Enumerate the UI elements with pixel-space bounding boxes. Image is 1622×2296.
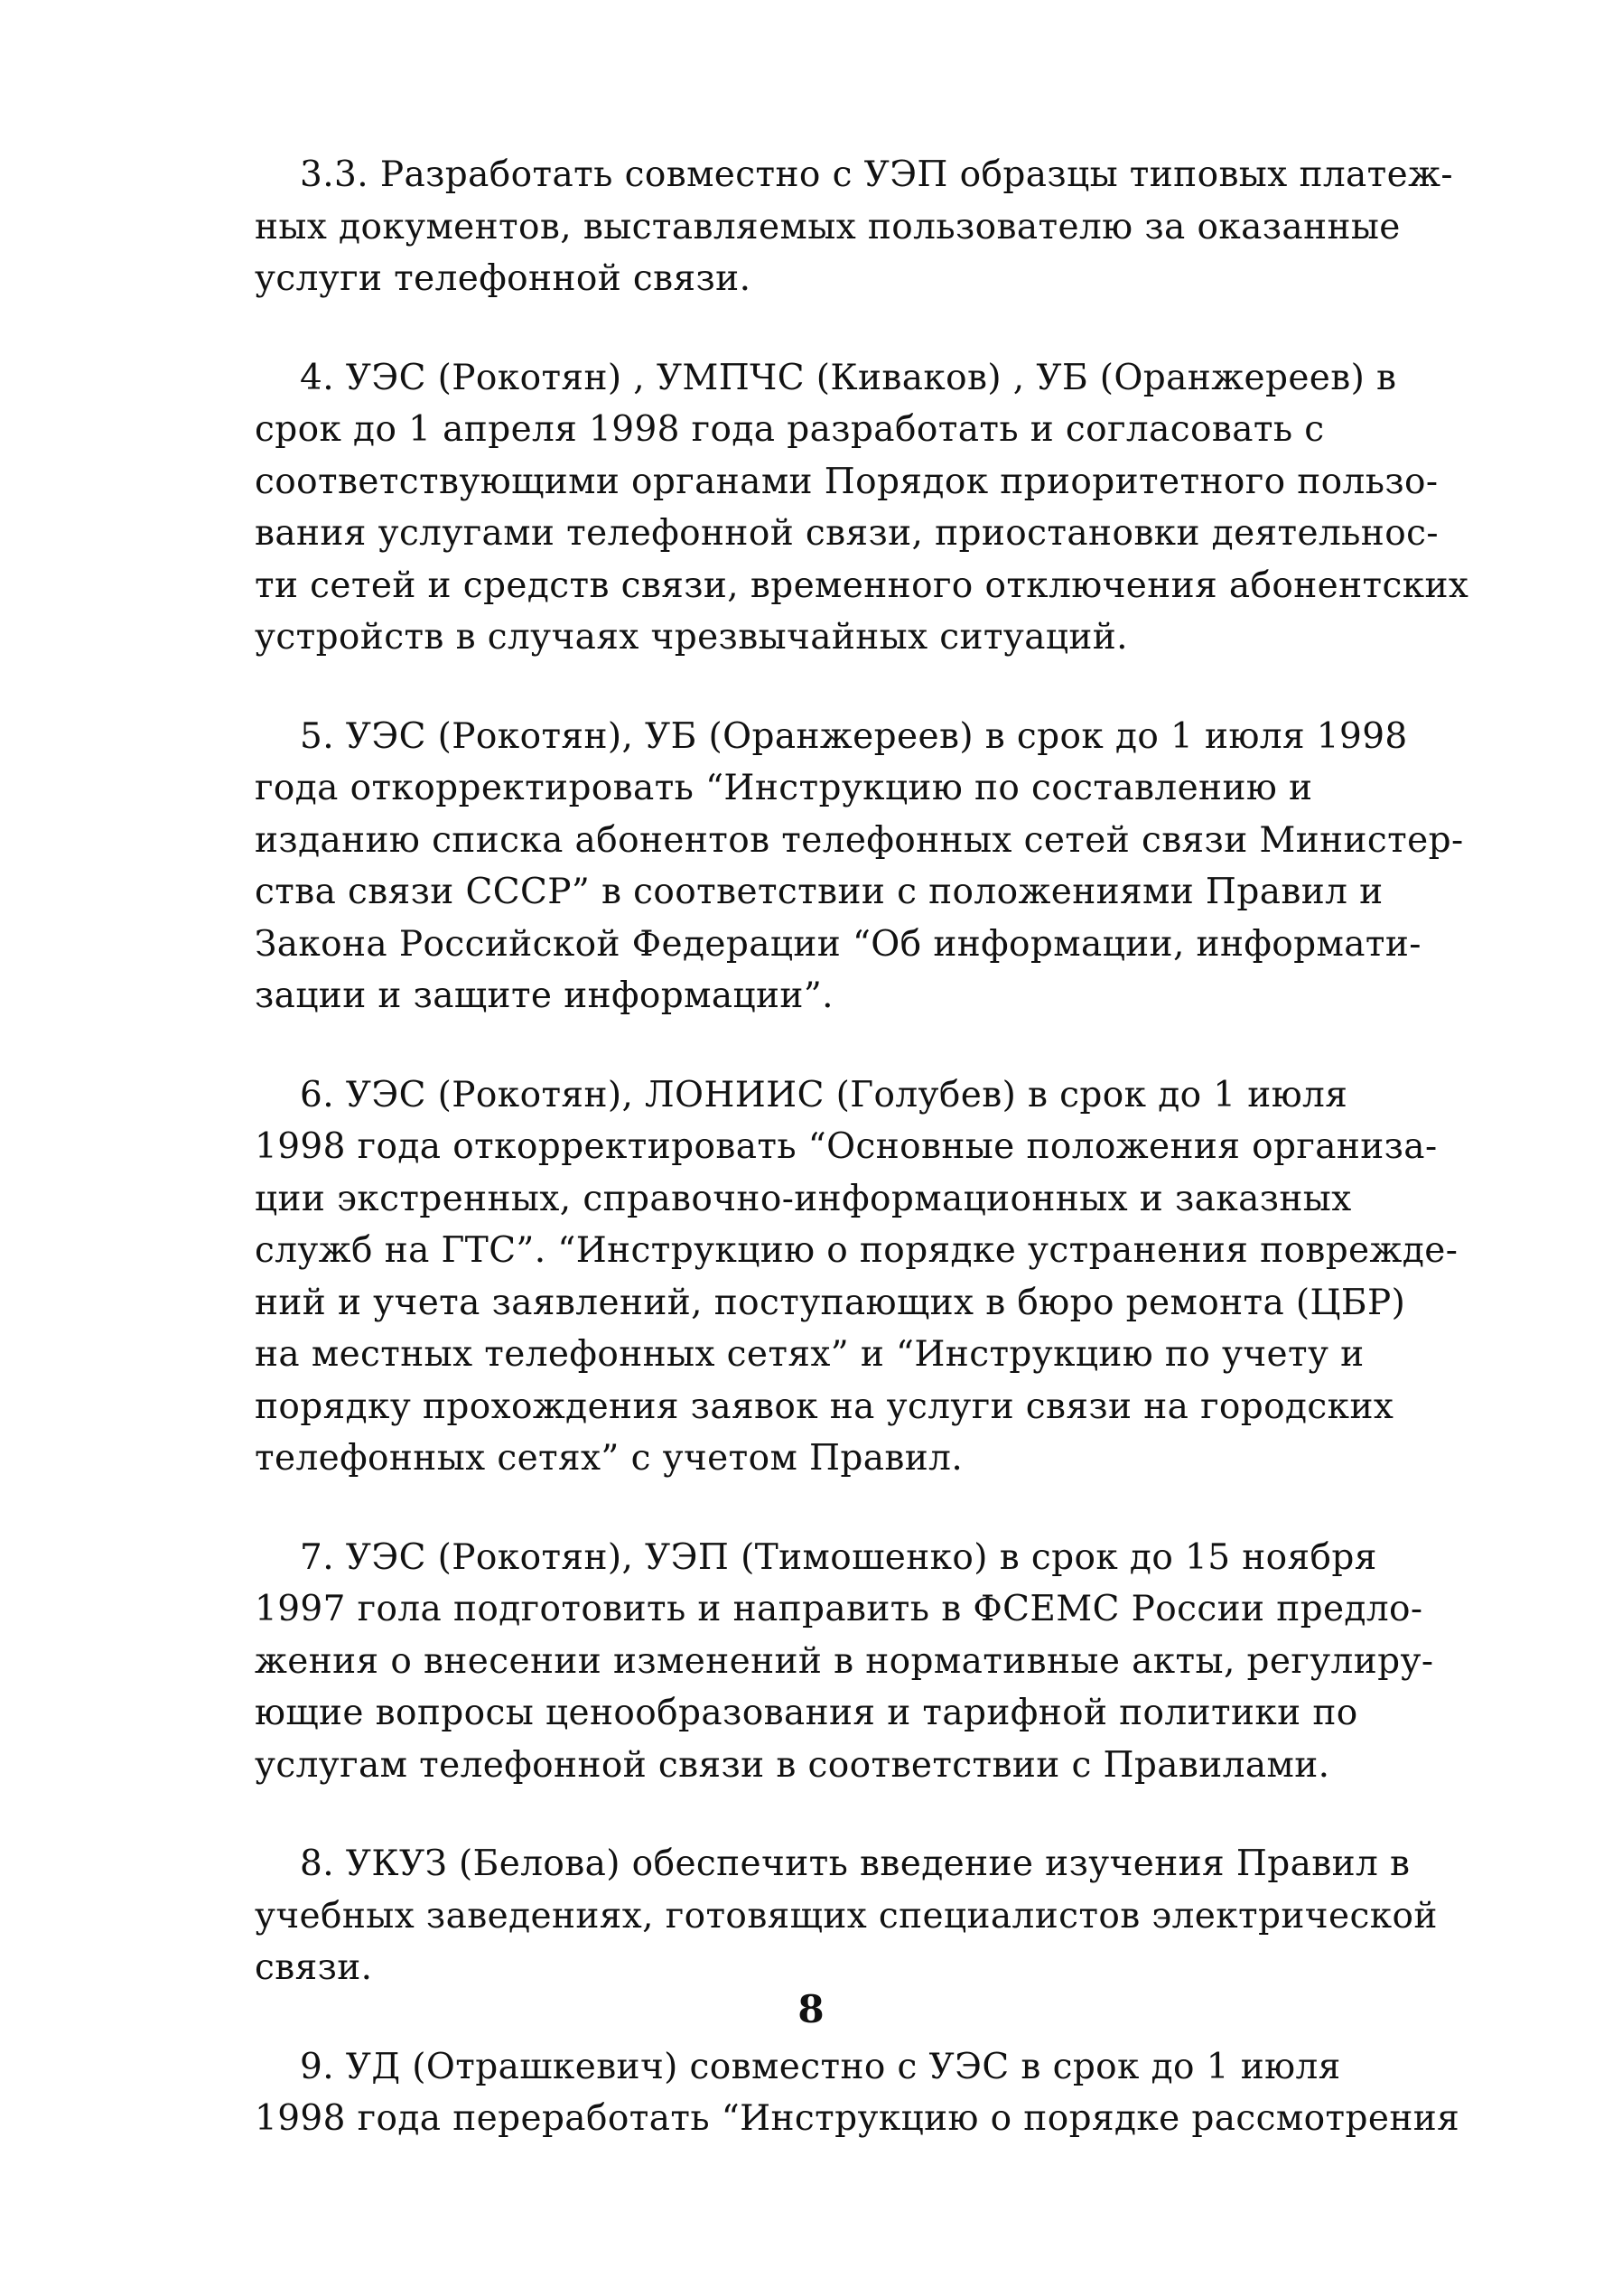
document-body [255,149,1496,2192]
paragraph-3-3: 3.3. Разработать совместно с УЭП образцы типовых платеж- ных документов, выставляемых пользователю за оказанные услуги телефонной связи. [255,154,1453,299]
paragraph-4: 4. УЭС (Рокотян) , УМПЧС (Киваков) , УБ (Оранжереев) в срок до 1 апреля 1998 года разработать и согласовать с соответствующими органами Порядок приоритетного пользо- вания услугами телефонной связи, приостановки деятельнос- ти сетей и средств связи, временного отключения абонентских устройств в случаях чрезвычайных ситуаций. [255,357,1469,658]
paragraph-6: 6. УЭС (Рокотян), ЛОНИИС (Голубев) в срок до 1 июля 1998 года откорректировать “Основные положения организа- ции экстренных, справочно-информационных и заказных служб на ГТС”. “Инструкцию о порядке устранения поврежде- ний и учета заявлений, поступающих в бюро ремонта (ЦБР) на местных телефонных сетях” и “Инструкцию по учету и порядку прохождения заявок на услуги связи на городских телефонных сетях” с учетом Правил. [255,1074,1459,1479]
paragraph-8: 8. УКУЗ (Белова) обеспечить введение изучения Правил в учебных заведениях, готовящих специалистов электрической связи. [255,1843,1438,1988]
paragraph-7: 7. УЭС (Рокотян), УЭП (Тимошенко) в срок до 15 ноября 1997 гола подготовить и направить в ФСЕМС России предло- жения о внесении изменений в нормативные акты, регулиру- ющие вопросы ценообразования и тарифной политики по услугам телефонной связи в соответствии с Правилами. [255,1536,1434,1786]
paragraph-5: 5. УЭС (Рокотян), УБ (Оранжереев) в срок до 1 июля 1998 года откорректировать “Инструкцию по составлению и изданию списка абонентов телефонных сетей связи Министер- ства связи СССР” в соответствии с положениями Правил и Закона Российской Федерации “Об информации, информати- зации и защите информации”. [255,715,1464,1016]
paragraph-9: 9. УД (Отрашкевич) совместно с УЭС в срок до 1 июля 1998 года переработать “Инструкцию о порядке рассмотрения [255,2046,1460,2139]
page-number: 8 [797,1987,825,2031]
